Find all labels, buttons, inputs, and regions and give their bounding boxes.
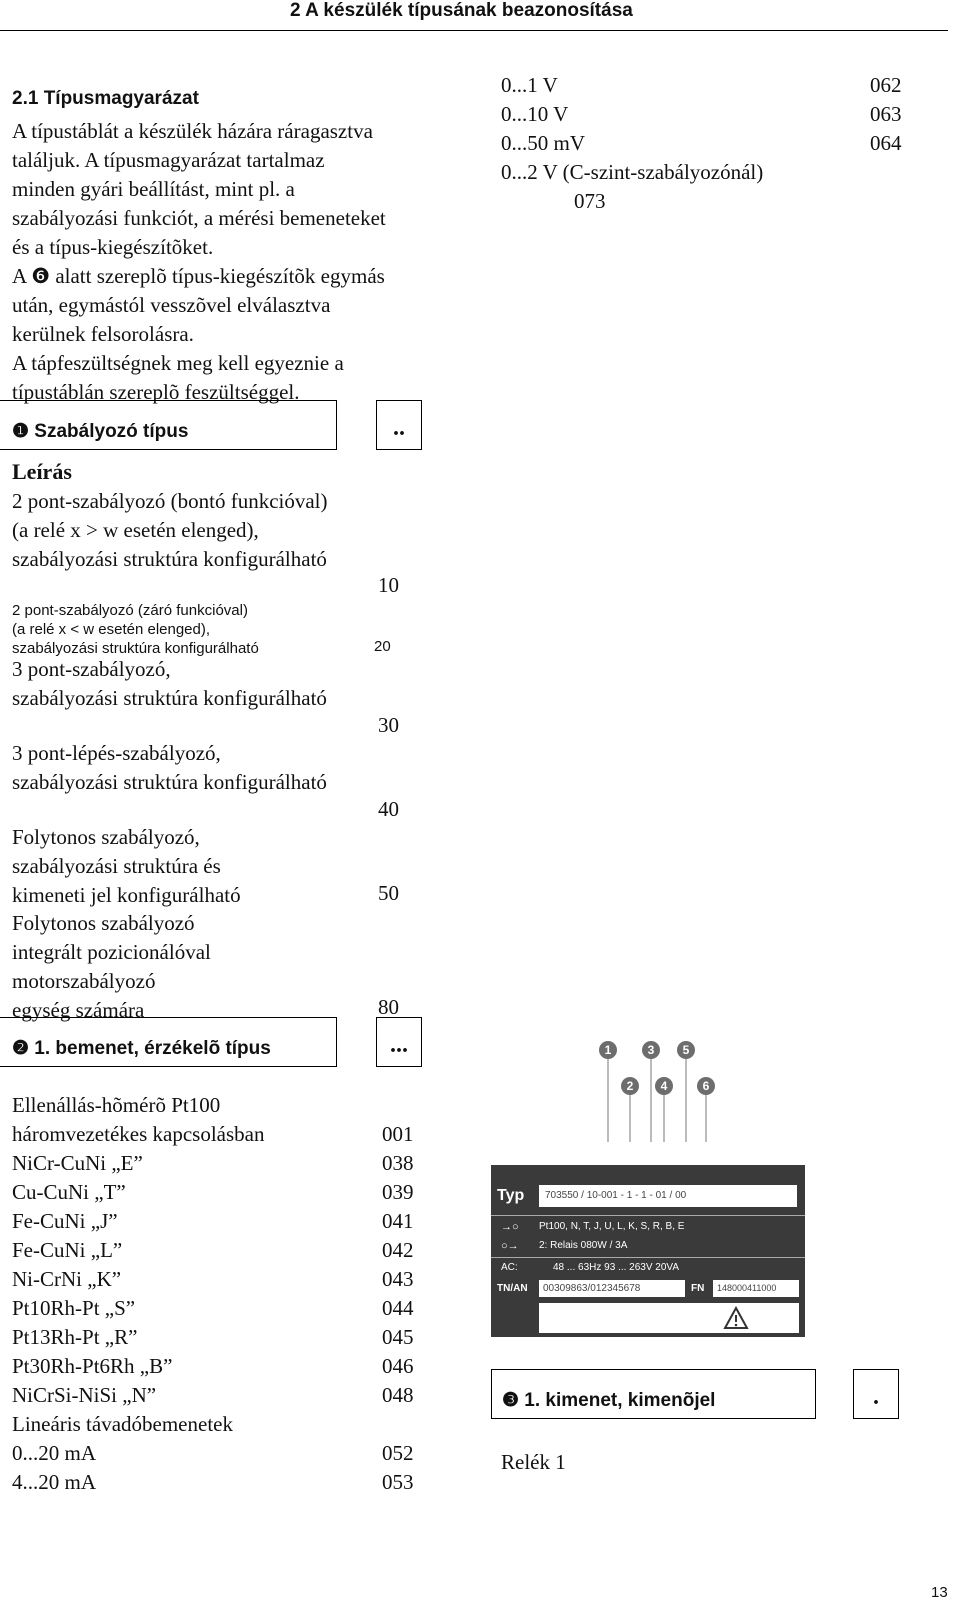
plate-tnan-label: TN/AN — [497, 1283, 528, 1294]
list-item: NiCrSi-NiSi „N” 048 — [12, 1383, 414, 1407]
type-plate — [491, 1165, 805, 1337]
list-item: Cu-CuNi „T” 039 — [12, 1180, 414, 1204]
plate-tnan-value: 00309863/012345678 — [543, 1283, 641, 1294]
output-signal-label: ❸ 1. kimenet, kimenõjel — [491, 1369, 816, 1419]
section-heading: 2.1 Típusmagyarázat — [12, 88, 199, 109]
plate-callouts — [488, 1030, 808, 1150]
controller-code: 10 — [378, 573, 399, 597]
list-item: 0...1 V 062 — [501, 73, 902, 97]
controller-type-label: ❶ Szabályozó típus — [0, 400, 337, 450]
controller-type-box: .. — [376, 400, 422, 450]
callout-3: 3 — [647, 1043, 655, 1057]
plate-input-icon: →○ — [501, 1221, 519, 1233]
callout-4: 4 — [660, 1079, 668, 1093]
plate-ac-value: 48 ... 63Hz 93 ... 263V 20VA — [553, 1262, 680, 1273]
list-item: Pt10Rh-Pt „S” 044 — [12, 1296, 414, 1320]
output-first-item: Relék 1 — [501, 1450, 566, 1474]
list-item: 0...20 mA 052 — [12, 1441, 414, 1465]
warning-icon — [723, 1306, 749, 1330]
plate-typ-label: Typ — [497, 1187, 525, 1204]
callout-5: 5 — [682, 1043, 690, 1057]
input-sensor-box: ... — [376, 1017, 422, 1067]
list-item: Pt30Rh-Pt6Rh „B” 046 — [12, 1354, 414, 1378]
callout-1: 1 — [604, 1043, 612, 1057]
output-signal-box: . — [853, 1369, 899, 1419]
list-item: Lineáris távadóbemenetek — [12, 1412, 233, 1436]
paragraph-line: találjuk. A típusmagyarázat tartalmaz — [12, 148, 325, 172]
list-item: 0...2 V (C-szint-szabályozónál) — [501, 160, 764, 184]
sensor-list — [12, 1091, 412, 1497]
list-item: háromvezetékes kapcsolásban 001 — [12, 1122, 414, 1146]
list-item: 4...20 mA 053 — [12, 1470, 414, 1494]
list-item: 073 — [574, 189, 606, 213]
list-item: Ni-CrNi „K” 043 — [12, 1267, 414, 1291]
page-number: 13 — [931, 1584, 948, 1601]
controller-item: 3 pont-lépés-szabályozó, szabályozási struktúra konfigurálható — [12, 741, 327, 794]
plate-output-icon: ○→ — [501, 1240, 519, 1252]
controller-item: Folytonos szabályozó integrált pozicionálóval motorszabályozó egység számára — [12, 911, 211, 1022]
controller-item: 2 pont-szabályozó (záró funkcióval) (a relé x < w esetén elenged), szabályozási struktúra konfigurálható — [12, 602, 259, 657]
callout-2: 2 — [626, 1079, 634, 1093]
plate-typ-value: 703550 / 10-001 - 1 - 1 - 01 / 00 — [545, 1190, 687, 1201]
controller-code: 30 — [378, 713, 399, 737]
controller-item: 3 pont-szabályozó, szabályozási struktúra konfigurálható — [12, 657, 327, 710]
controller-code: 20 — [374, 638, 391, 655]
list-item: Fe-CuNi „L” 042 — [12, 1238, 414, 1262]
controller-code: 50 — [378, 881, 399, 905]
plate-fn-label: FN — [691, 1283, 705, 1294]
paragraph-line: szabályozási funkciót, a mérési bemeneteket — [12, 206, 386, 230]
paragraph-line: minden gyári beállítást, mint pl. a — [12, 177, 295, 201]
paragraph-line: A ❻ alatt szereplõ típus-kiegészítõk egymás — [12, 264, 385, 288]
controller-item: Folytonos szabályozó, szabályozási struktúra és kimeneti jel konfigurálható — [12, 825, 241, 907]
list-item: Pt13Rh-Pt „R” 045 — [12, 1325, 414, 1349]
input-sensor-label: ❷ 1. bemenet, érzékelõ típus — [0, 1017, 337, 1067]
voltage-list — [501, 71, 911, 216]
paragraph-line: A típustáblát a készülék házára ráragasztva — [12, 119, 373, 143]
paragraph-line: típustáblán szereplõ feszültséggel. — [12, 380, 300, 404]
plate-fn-value: 148000411000 — [717, 1283, 777, 1293]
plate-ac-label: AC: — [501, 1262, 518, 1273]
description-heading: Leírás — [12, 459, 72, 484]
list-item: 0...10 V 063 — [501, 102, 902, 126]
callout-6: 6 — [702, 1079, 710, 1093]
list-item: NiCr-CuNi „E” 038 — [12, 1151, 414, 1175]
page-header — [0, 0, 948, 31]
paragraph-line: kerülnek felsorolásra. — [12, 322, 194, 346]
list-item: Fe-CuNi „J” 041 — [12, 1209, 414, 1233]
header-title: 2 A készülék típusának beazonosítása — [290, 0, 633, 21]
paragraph-line: és a típus-kiegészítõket. — [12, 235, 214, 259]
paragraph-line: után, egymástól vesszõvel elválasztva — [12, 293, 331, 317]
section-paragraph — [12, 117, 452, 407]
list-item: 0...50 mV 064 — [501, 131, 902, 155]
list-item: Ellenállás-hõmérõ Pt100 — [12, 1093, 221, 1117]
plate-row-inputs: Pt100, N, T, J, U, L, K, S, R, B, E — [539, 1221, 685, 1232]
controller-code: 80 — [378, 995, 399, 1019]
paragraph-line: A tápfeszültségnek meg kell egyeznie a — [12, 351, 344, 375]
controller-code: 40 — [378, 797, 399, 821]
plate-row-relay: 2: Relais 080W / 3A — [539, 1240, 628, 1251]
controller-item: 2 pont-szabályozó (bontó funkcióval) (a relé x > w esetén elenged), szabályozási struktúra konfigurálható — [12, 489, 328, 571]
